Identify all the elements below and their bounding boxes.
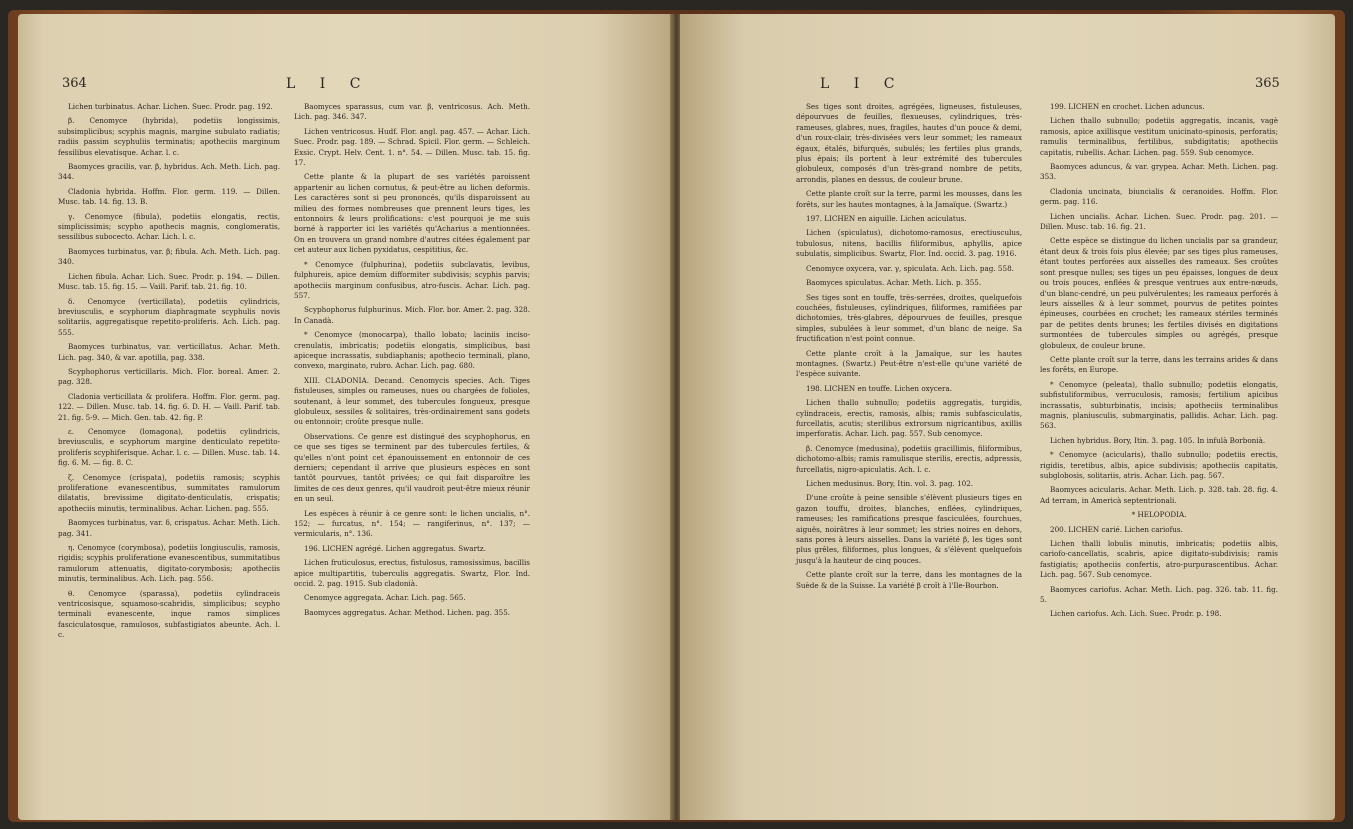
paragraph: 196. LICHEN agrégé. Lichen aggregatus. Swartz. — [304, 543, 486, 553]
paragraph: D'une croûte à peine sensible s'élèvent plusieurs tiges en gazon touffu, droites, blanches, enflées, cylindriques, rameuses; les ramifications presque fasciculées, fourchues, aiguës, noirâtres à leur sommet; les stries noires en dehors, sans pores à leurs aisselles. Dans la variété β, les tiges sont plus grêles, filiformes, plus longues, & s'élèvent quelquefois jusqu'à la hauteur de cinq pouces. — [796, 493, 1022, 565]
paragraph: XIII. CLADONIA. Decand. Cenomycis species. Ach. Tiges fistuleuses, simples ou rameuses, nues ou chargées de folioles, soutenant, à leur sommet, des tubercules fongueux, presque globuleux, sessiles & solitaires, très-ordinairement sans godets ou entonnoir; croûte presque nulle. — [294, 375, 530, 427]
paragraph: 199. LICHEN en crochet. Lichen aduncus. — [1050, 102, 1205, 111]
paragraph: Lichen thallo subnullo; podetiis aggregatis, turgidis, cylindraceis, erectis, ramosis, albis; ramis subfasciculatis, furcellatis, acutis; sterilibus extrorsum nigricantibus, axillis imperforatis. Achar. Lich. pag. 557. Sub cenomyce. — [796, 398, 1022, 439]
paragraph: 200. LICHEN carié. Lichen cariofus. — [1050, 524, 1183, 534]
page-number: 364 — [62, 76, 87, 91]
paragraph: Cenomyce aggregata. Achar. Lich. pag. 565. — [304, 593, 466, 603]
paragraph: Lichen ventricosus. Hudf. Flor. angl. pag. 457. — Achar. Lich. Suec. Prodr. pag. 189. — Schrad. Spicil. Flor. germ. — Schleich. Exsic. Crypt. Helv. Cent. 1. n°. 54. — Dillen. Musc. tab. 15. fig. 17. — [294, 126, 530, 168]
paragraph: γ. Cenomyce (fibula), podetiis elongatis, rectis, simplicissimis; scypho apothecis magnis, conglomeratis, sessilibus subocecto. Achar. Lich. l. c. — [58, 211, 280, 242]
paragraph: Cette plante croît sur la terre, dans les montagnes de la Suède & de la Suisse. La variété β croît à l'Ile-Bourbon. — [796, 570, 1022, 590]
paragraph: Baomyces turbinatus, var. δ, crispatus. Achar. Meth. Lich. pag. 341. — [58, 518, 280, 538]
page-number: 365 — [1255, 76, 1280, 91]
paragraph: Cladonia uncinata, biuncialis & ceranoides. Hoffm. Flor. germ. pag. 116. — [1040, 186, 1278, 207]
paragraph: Cette plante & la plupart de ses variétés paroissent appartenir au lichen cornutus, & peut-être au lichen deformis. Les caractères sont si peu prononcés, qu'ils disparoissent au milieu des formes nombreuses que prennent leurs tiges, les entonnoirs & leurs prolifications: c'est pourquoi je me suis borné à rapporter ici les variétés qu'Acharius a mentionnées. On en trouvera un grand nombre d'autres citées également par cet auteur aux lichen pyxidatus, cespititius, &c. — [294, 172, 530, 255]
paragraph: Lichen cariofus. Ach. Lich. Suec. Prodr. p. 198. — [1050, 609, 1222, 619]
paragraph: Cette plante croît à la Jamaïque, sur les hautes montagnes. (Swartz.) Peut-être n'est-elle qu'une variété de l'espèce suivante. — [796, 348, 1022, 379]
paragraph: Baomyces sparassus, cum var. β, ventricosus. Ach. Meth. Lich. pag. 346. 347. — [294, 102, 530, 122]
paragraph: Ses tiges sont en touffe, très-serrées, droites, quelquefois couchées, fistuleuses, cylindriques, filiformes, ramifiées par dichotomies, très-glabres, dépourvues de feuilles, presque simples, subulées à leur sommet, d'un blanc de neige. Sa fructification n'est point connue. — [796, 292, 1022, 344]
paragraph: Cladonia verticillata & prolifera. Hoffm. Flor. germ. pag. 122. — Dillen. Musc. tab. 14. fig. 6. D. H. — Vaill. Parif. tab. 21. fig. 5-9. — Mich. Gen. tab. 42. fig. P. — [58, 391, 280, 422]
paragraph: ζ. Cenomyce (crispata), podetiis ramosis; scyphis proliferatione evanescentibus, summitates ramulorum dilatatis, brevissime digitato-denticulatis, crispatis; apotheciis minutis, terminalibus. Achar. Lichen. pag. 555. — [58, 472, 280, 513]
text-column — [1040, 102, 1278, 624]
paragraph: Lichen (spiculatus), dichotomo-ramosus, erectiusculus, tubulosus, nitens, bacillis filiformibus, aphyllis, apice subulatis, simplicibus. Swartz, Flor. Ind. occid. 3. pag. 1916. — [796, 228, 1022, 259]
text-column — [294, 102, 530, 622]
paragraph: Baomyces gracilis, var. β, hybridus. Ach. Meth. Lich. pag. 344. — [58, 162, 280, 182]
paragraph: Scyphophorus fulphurinus. Mich. Flor. bor. Amer. 2. pag. 328. In Canadà. — [294, 305, 530, 325]
paragraph: Cette plante croît sur la terre, parmi les mousses, dans les forêts, sur les hautes montagnes, à la Jamaïque. (Swartz.) — [796, 189, 1022, 209]
paragraph: Cette plante croît sur la terre, dans les terrains arides & dans les forêts, en Europe. — [1040, 354, 1278, 375]
paragraph: Baomyces aduncus, & var. grypea. Achar. Meth. Lichen. pag. 353. — [1040, 162, 1278, 182]
paragraph: * Cenomyce (acicularis), thallo subnullo; podetiis erectis, rigidis, teretibus, albis, apice subdivisis; apotheciis capitatis, subglobosis, solitariis, atris. Achar. Lich. pag. 567. — [1040, 450, 1278, 480]
paragraph: Baomyces turbinatus, var. verticillatus. Achar. Meth. Lich. pag. 340, & var. apotilla, pag. 338. — [58, 342, 280, 362]
paragraph: Lichen uncialis. Achar. Lichen. Suec. Prodr. pag. 201. — Dillen. Musc. tab. 16. fig. 21. — [1040, 211, 1278, 232]
paragraph: β. Cenomyce (medusina), podetiis gracillimis, filiformibus, dichotomo-albis; ramis ramulisque sterilis, erectis, adpressis, furcellatis, nigro-apiculatis. Ach. l. c. — [796, 443, 1022, 474]
paragraph: Cladonia hybrida. Hoffm. Flor. germ. 119. — Dillen. Musc. tab. 14. fig. 13. B. — [58, 186, 280, 207]
paragraph: Lichen thallo subnullo; podetiis aggregatis, incanis, vagè ramosis, apice axillisque vestitum unicinato-spinosis, perforatis; ramulis terminalibus, fertilibus, subdigitatis; apotheciis capitatis, rubellis. Achar. Lichen. pag. 559. Sub cenomyce. — [1040, 116, 1278, 157]
text-column — [58, 102, 280, 645]
paragraph: δ. Cenomyce (verticillata), podetiis cylindricis, breviusculis, e scyphorum diaphragmate scyphulis novis solitariis, aggregatisque repetito-proliferis. Ach. Lich. pag. 555. — [58, 296, 280, 337]
paragraph: 197. LICHEN en aiguille. Lichen aciculatus. — [806, 214, 967, 224]
paragraph: η. Cenomyce (corymbosa), podetiis longiusculis, ramosis, rigidis; scyphis proliferatione evanescentibus, summitatibus ramulorum attenuatis, digitato-corymbosis; apotheciis minutis, terminalibus. Ach. Lich. pag. 556. — [58, 543, 280, 584]
paragraph: Cette espèce se distingue du lichen uncialis par sa grandeur, étant deux & trois fois plus élevée; par ses tiges plus rameuses, étant toutes perforées aux aisselles des rameaux. Ses croûtes sont presque nulles; ses tiges un peu épaisses, longues de deux ou trois pouces, enflées & presque ventrues aux entre-nœuds, d'un blanc-cendré, un peu pulvérulentes; les rameaux perforés à leurs aisselles & à leur sommet, pourvus de petites pointes épineuses, courbées en crochet; les rameaux stériles terminés par de petites dents brunes; les fertiles divisés en digitations surmontées de tubercules simples ou agrégés, presque globuleux, de couleur brune. — [1040, 236, 1278, 350]
left-page — [18, 14, 673, 820]
paragraph: Ses tiges sont droites, agrégées, ligneuses, fistuleuses, dépourvues de feuilles, flexueuses, cylindriques, très-rameuses, glabres, nues, fragiles, hautes d'un pouce & demi, d'un roux-clair, très-divisées vers leur sommet; les rameaux égaux, étalés, bifurqués, subulés; les fertiles plus grands, plus épais; ils portent à leur extrémité des tubercules globuleux, composés d'un très-grand nombre de petits, arrondis, planes en dessus, de couleur brune. — [796, 102, 1022, 184]
paragraph: ε. Cenomyce (lomagona), podetiis cylindricis, breviusculis, e scyphorum margine denticulato repetito-proliferis scyphiferisque. Achar. l. c. — Dillen. Musc. tab. 14. fig. 6. M. — fig. 8. C. — [58, 426, 280, 468]
running-head: L I C — [286, 76, 371, 92]
paragraph: Lichen medusinus. Bory, Itin. vol. 3. pag. 102. — [806, 479, 974, 488]
paragraph: Lichen fibula. Achar. Lich. Suec. Prodr. p. 194. — Dillen. Musc. tab. 15. fig. 15. — Vaill. Parif. tab. 21. fig. 10. — [58, 271, 280, 292]
paragraph: * Cenomyce (monocarpa), thallo lobato; laciniis inciso-crenulatis, imbricatis; podetiis elongatis, simplicibus, basi apiceque incrassatis, subdiaphanis; apothecio terminali, plano, convexo, marginato, rubro. Achar. Lich. pag. 680. — [294, 330, 530, 371]
paragraph: Lichen hybridus. Bory, Itin. 3. pag. 105. In infulà Borbonià. — [1050, 435, 1266, 445]
right-page — [680, 14, 1335, 820]
paragraph: Lichen fruticulosus, erectus, fistulosus, ramosissimus, bacillis apice multipartitis, tuberculis aggregatis. Swartz, Flor. Ind. occid. 2. pag. 1915. Sub cladonià. — [294, 558, 530, 589]
paragraph: Baomyces cariofus. Achar. Meth. Lich. pag. 326. tab. 11. fig. 5. — [1040, 584, 1278, 605]
paragraph: * HELOPODIA. — [1131, 510, 1187, 520]
paragraph: 198. LICHEN en touffe. Lichen oxycera. — [806, 383, 953, 393]
book-spread — [18, 14, 1335, 820]
paragraph: * Cenomyce (fulphurina), podetiis subclavatis, levibus, fulphureis, apice demùm difformiter subdivisis; scyphis parvis; apotheciis marginum confusibus, atro-fuscis. Achar. Lich. pag. 557. — [294, 259, 530, 300]
text-column — [796, 102, 1022, 595]
paragraph: Baomyces turbinatus, var. β; fibula. Ach. Meth. Lich. pag. 340. — [58, 246, 280, 267]
paragraph: β. Cenomyce (hybrida), podetiis longissimis, subsimplicibus; scyphis magnis, margine subulato radiatis; radiis passim scyphuliis terminatis; apotheciis marginum fessilibus elevatisque. Achar. l. c. — [58, 116, 280, 157]
paragraph: Baomyces acicularis. Achar. Meth. Lich. p. 328. tab. 28. fig. 4. Ad terram, in Americà septentrionali. — [1040, 485, 1278, 505]
paragraph: θ. Cenomyce (sparassa), podetiis cylindraceis ventricosisque, squamoso-scabridis, simplicibus; scypho terminali evanescente, inque ramos simplices fasciculatosque, ramulosos, subfastigiatos abeunte. Ach. l. c. — [58, 588, 280, 640]
running-head: L I C — [820, 76, 905, 92]
paragraph: Baomyces aggregatus. Achar. Method. Lichen. pag. 355. — [304, 607, 511, 617]
paragraph: Lichen turbinatus. Achar. Lichen. Suec. Prodr. pag. 192. — [68, 102, 273, 111]
paragraph: Baomyces spiculatus. Achar. Meth. Lich. p. 355. — [806, 278, 982, 288]
paragraph: Scyphophorus verticillaris. Mich. Flor. boreal. Amer. 2. pag. 328. — [58, 366, 280, 387]
paragraph: Observations. Ce genre est distingué des scyphophorus, en ce que ses tiges se terminent par des tubercules fertiles, & qu'elles n'ont point cet épanouissement en entonnoir de ces derniers; cependant il arrive que plusieurs espèces en sont tantôt pourvues, tantôt privées; ce qui fait disparoître les limites de ces deux genres, qu'il vaudroit peut-être mieux réunir en un seul. — [294, 431, 530, 504]
paragraph: Les espèces à réunir à ce genre sont: le lichen uncialis, n°. 152; — furcatus, n°. 154; — rangiferinus, n°. 137; — vermicularis, n°. 136. — [294, 508, 530, 539]
paragraph: * Cenomyce (peleata), thallo subnullo; podetiis elongatis, subfistuliformibus, verruculosis, ramosis; fertilium apicibus incrassatis, subturbinatis, incisis; apotheciis terminalibus magnis, planiusculis, submarginatis, pallidis. Achar. Lich. pag. 563. — [1040, 379, 1278, 431]
paragraph: Lichen thalli lobulis minutis, imbricatis; podetiis albis, cariofo-cancellatis, scabris, apice digitato-subdivisis; ramis fastigiatis; apotheciis confertis, atro-purpurascentibus. Achar. Lich. pag. 567. Sub cenomyce. — [1040, 539, 1278, 580]
paragraph: Cenomyce oxycera, var. γ, spiculata. Ach. Lich. pag. 558. — [806, 263, 1014, 273]
